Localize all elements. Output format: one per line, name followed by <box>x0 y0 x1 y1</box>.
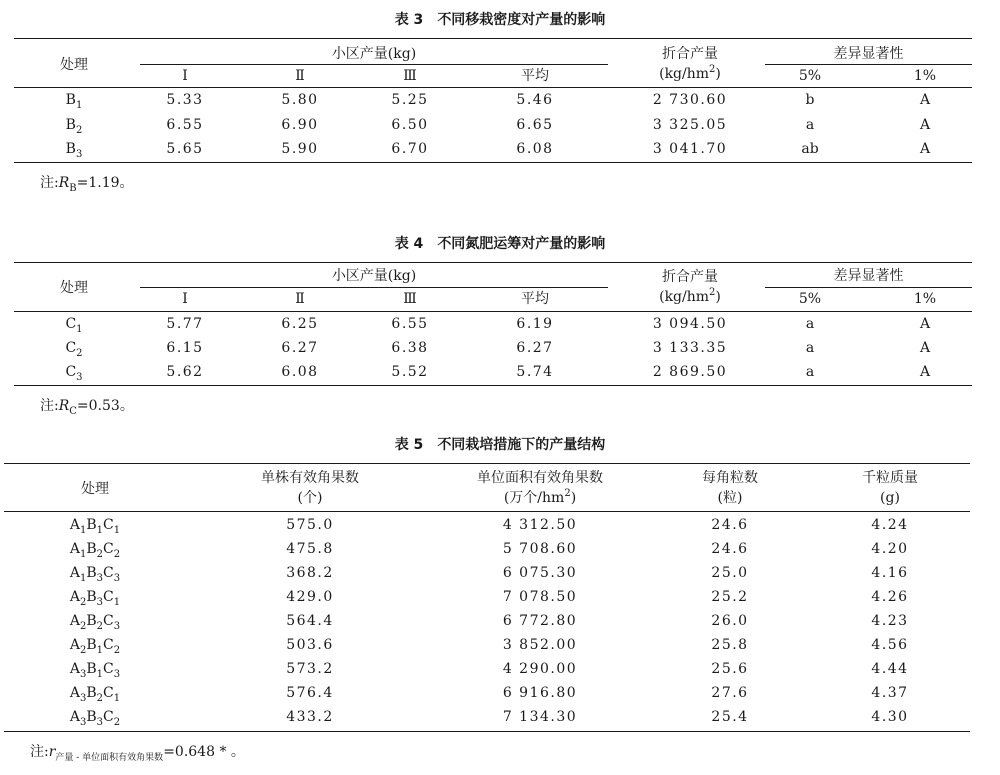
table3-header-rep-3: Ⅲ <box>403 68 417 84</box>
table5-cell: 4.23 <box>871 613 909 629</box>
table5-cell: 503.6 <box>286 637 334 653</box>
table4-caption <box>0 235 1000 253</box>
table4-cell: 3 094.50 <box>652 316 728 332</box>
table5-header-col3-line1: 每角粒数 <box>702 470 758 486</box>
table3-cell: 5.80 <box>281 92 319 108</box>
table5-cell: 6 916.80 <box>502 685 578 701</box>
table4-cell: 5.62 <box>166 364 204 380</box>
table5-cell: 4.37 <box>871 685 909 701</box>
table5-header-col2-line1: 单位面积有效角果数 <box>477 470 603 486</box>
table5-cell: 6 075.30 <box>502 565 578 581</box>
table4-cell: 2 869.50 <box>652 364 728 380</box>
table3-top-rule <box>14 38 972 39</box>
table5-cell: 573.2 <box>286 661 334 677</box>
table4-cell: 5.52 <box>391 364 429 380</box>
table5-header-col4-line1: 千粒质量 <box>862 470 918 486</box>
table3-row-label: $B_3$ <box>65 141 83 160</box>
table4-header-mean: 平均 <box>521 291 549 307</box>
table5-cell: 27.6 <box>711 685 749 701</box>
table3-header-5pct: 5% <box>798 68 822 84</box>
table3-row-label: $B_2$ <box>65 117 83 136</box>
table4-header-treatment: 处理 <box>60 280 88 296</box>
table3-cell: 6.70 <box>391 141 429 157</box>
table3-cell: 6.65 <box>516 117 554 133</box>
table4-header-significance: 差异显著性 <box>833 268 904 284</box>
table3-cell: 6.50 <box>391 117 429 133</box>
table4-cell: a <box>805 340 815 356</box>
table5-cell: 25.2 <box>711 589 749 605</box>
table4-header-1pct: 1% <box>913 291 937 307</box>
table3-header-treatment: 处理 <box>60 57 88 73</box>
table5-cell: 4.16 <box>871 565 909 581</box>
table3-cell: b <box>805 92 815 108</box>
table3-significance-rule <box>765 64 972 65</box>
table4-cell: 5.77 <box>166 316 204 332</box>
table5-header-col1-line2: (个) <box>297 490 323 506</box>
table4-cell: 5.74 <box>516 364 554 380</box>
table5-header-col2-line2: (万个$/hm^2$) <box>503 488 577 506</box>
table3-cell: 5.25 <box>391 92 429 108</box>
table4-cell: A <box>919 340 931 356</box>
table3-cell: 5.65 <box>166 141 204 157</box>
table5-cell: 25.4 <box>711 709 749 725</box>
table3-header-plot-yield: 小区产量(kg) <box>331 46 417 62</box>
table5-row-label: $A_2B_3C_1$ <box>69 589 121 608</box>
table5-cell: 24.6 <box>711 517 749 533</box>
table4-cell: 3 133.35 <box>652 340 728 356</box>
table3-bottom-rule <box>14 162 972 163</box>
table5-cell: 25.6 <box>711 661 749 677</box>
table3-header-mean: 平均 <box>521 68 549 84</box>
table5-cell: 4.30 <box>871 709 909 725</box>
table5-cell: 475.8 <box>286 541 334 557</box>
table4-title: 不同氮肥运筹对产量的影响 <box>437 236 606 252</box>
table4-cell: A <box>919 316 931 332</box>
table4-bottom-rule <box>14 385 972 386</box>
table3-cell: 3 041.70 <box>652 141 728 157</box>
table5-cell: 429.0 <box>286 589 334 605</box>
table4-header-converted-line2: $(kg/hm^2)$ <box>659 287 721 305</box>
table3-header-rep-2: Ⅱ <box>295 68 305 84</box>
table4-header-plot-yield: 小区产量(kg) <box>331 268 417 284</box>
table4-header-converted-line1: 折合产量 <box>662 269 718 285</box>
table5-cell: 4.44 <box>871 661 909 677</box>
table3-cell: 5.46 <box>516 92 554 108</box>
table5-cell: 25.8 <box>711 637 749 653</box>
table3-caption <box>0 11 1000 29</box>
table4-cell: 6.38 <box>391 340 429 356</box>
table5-caption <box>0 436 1000 454</box>
table3-header-converted-line1: 折合产量 <box>662 46 718 62</box>
table3-cell: 6.08 <box>516 141 554 157</box>
table4-cell: A <box>919 364 931 380</box>
table4-cell: 6.15 <box>166 340 204 356</box>
table5-cell: 7 078.50 <box>502 589 578 605</box>
table3-cell: 5.33 <box>166 92 204 108</box>
table5-number: 表 5 <box>394 437 424 453</box>
table5-cell: 25.0 <box>711 565 749 581</box>
table5-row-label: $A_3B_3C_2$ <box>69 709 121 728</box>
table5-cell: 575.0 <box>286 517 334 533</box>
table3-cell: 2 730.60 <box>652 92 728 108</box>
table5-cell: 4.56 <box>871 637 909 653</box>
table5-top-rule <box>4 463 970 464</box>
table5-row-label: $A_3B_2C_1$ <box>69 685 121 704</box>
table3-number: 表 3 <box>394 12 424 28</box>
table5-title: 不同栽培措施下的产量结构 <box>437 437 606 453</box>
table4-header-rule <box>14 311 972 312</box>
table5-header-col1-line1: 单株有效角果数 <box>261 470 359 486</box>
table5-header-treatment: 处理 <box>81 481 109 497</box>
table4-top-rule <box>14 262 972 263</box>
table4-row-label: $C_3$ <box>65 364 83 383</box>
table3-cell: 5.90 <box>281 141 319 157</box>
table5-cell: 368.2 <box>286 565 334 581</box>
table4-header-rep-1: Ⅰ <box>182 291 188 307</box>
table3-cell: 6.90 <box>281 117 319 133</box>
table5-cell: 6 772.80 <box>502 613 578 629</box>
table4-header-5pct: 5% <box>798 291 822 307</box>
table3-header-significance: 差异显著性 <box>833 46 904 62</box>
table4-row-label: $C_2$ <box>65 340 83 359</box>
table5-header-col3-line2: (粒) <box>717 490 743 506</box>
table4-number: 表 4 <box>394 236 424 252</box>
table5-cell: 5 708.60 <box>502 541 578 557</box>
table4-significance-rule <box>765 287 972 288</box>
table5-row-label: $A_1B_2C_2$ <box>69 541 121 560</box>
table3-title: 不同移栽密度对产量的影响 <box>437 12 606 28</box>
table3-row-label: $B_1$ <box>65 92 83 111</box>
table4-cell: 6.08 <box>281 364 319 380</box>
table4-header-rep-2: Ⅱ <box>295 291 305 307</box>
table5-row-label: $A_1B_3C_3$ <box>69 565 121 584</box>
table4-header-rep-3: Ⅲ <box>403 291 417 307</box>
table3-header-1pct: 1% <box>913 68 937 84</box>
table5-bottom-rule <box>4 731 970 732</box>
table3-cell: A <box>919 92 931 108</box>
table5-row-label: $A_2B_2C_3$ <box>69 613 121 632</box>
table3-header-rule <box>14 87 972 88</box>
table3-cell: ab <box>801 141 819 157</box>
table4-cell: 6.25 <box>281 316 319 332</box>
table5-cell: 4.24 <box>871 517 909 533</box>
table3-plot-yield-rule <box>140 64 608 65</box>
table5-cell: 7 134.30 <box>502 709 578 725</box>
table3-cell: A <box>919 117 931 133</box>
table4-cell: a <box>805 364 815 380</box>
table4-plot-yield-rule <box>140 287 608 288</box>
table4-cell: 6.55 <box>391 316 429 332</box>
table5-cell: 24.6 <box>711 541 749 557</box>
table4-row-label: $C_1$ <box>65 316 83 335</box>
table5-cell: 26.0 <box>711 613 749 629</box>
table5-cell: 4.20 <box>871 541 909 557</box>
table4-cell: a <box>805 316 815 332</box>
table3-cell: 6.55 <box>166 117 204 133</box>
table5-cell: 4 290.00 <box>502 661 578 677</box>
table5-cell: 576.4 <box>286 685 334 701</box>
table4-cell: 6.27 <box>516 340 554 356</box>
table5-note: 注$:r_{产量 - 单位面积有效角果数}=0.648$ * 。 <box>30 744 245 763</box>
table5-cell: 4 312.50 <box>502 517 578 533</box>
table5-row-label: $A_1B_1C_1$ <box>69 517 121 536</box>
table3-header-rep-1: Ⅰ <box>182 68 188 84</box>
table3-note: 注$:R_B=1.19$。 <box>40 175 134 194</box>
table5-cell: 433.2 <box>286 709 334 725</box>
table3-cell: 3 325.05 <box>652 117 728 133</box>
table4-cell: 6.27 <box>281 340 319 356</box>
table3-header-converted-line2: $(kg/hm^2)$ <box>659 64 721 82</box>
table4-cell: 6.19 <box>516 316 554 332</box>
table5-cell: 4.26 <box>871 589 909 605</box>
table3-cell: A <box>919 141 931 157</box>
table5-row-label: $A_2B_1C_2$ <box>69 637 121 656</box>
table5-header-rule <box>4 511 970 512</box>
table4-note: 注$:R_C=0.53$。 <box>40 398 134 417</box>
table3-cell: a <box>805 117 815 133</box>
table5-cell: 564.4 <box>286 613 334 629</box>
table5-header-col4-line2: (g) <box>880 490 900 506</box>
table5-row-label: $A_3B_1C_3$ <box>69 661 121 680</box>
table5-cell: 3 852.00 <box>502 637 578 653</box>
